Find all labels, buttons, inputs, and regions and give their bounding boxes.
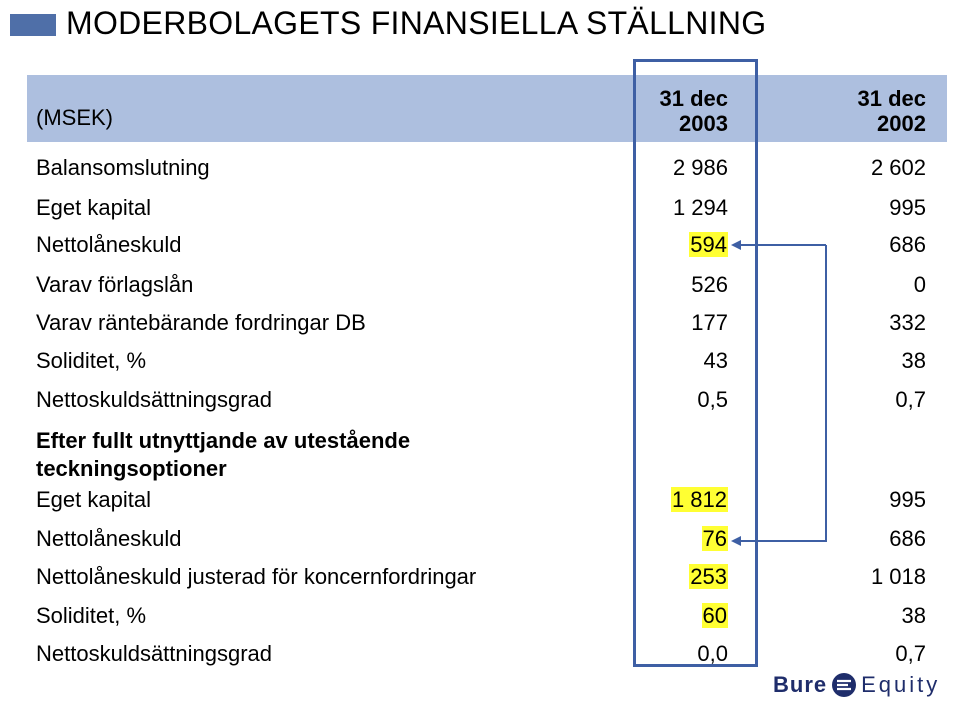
connector-line (733, 245, 826, 541)
bure-equity-logo (773, 670, 940, 700)
column-header-2003-line1: 31 dec (659, 86, 728, 111)
row-value-2003: 43 (703, 348, 728, 373)
highlighted-value: 253 (690, 564, 727, 589)
row-value-2003: 0,5 (697, 387, 728, 412)
highlighted-value: 76 (702, 526, 727, 551)
row-value-2002: 0,7 (895, 387, 926, 412)
row-value-2002: 38 (901, 603, 926, 628)
page-title: MODERBOLAGETS FINANSIELLA STÄLLNING (66, 5, 767, 41)
row-value-2002: 332 (889, 310, 926, 335)
logo-mark-icon (831, 672, 857, 698)
row-value-2002: 0 (913, 272, 926, 297)
logo-text-right: Equity (861, 672, 941, 697)
row-label: Varav förlagslån (36, 272, 194, 297)
row-label: Nettolåneskuld justerad för koncernfordringar (36, 564, 477, 589)
row-value-2002: 0,7 (895, 641, 926, 666)
row-value-2002: 38 (901, 348, 926, 373)
row-value-2003: 177 (691, 310, 728, 335)
column-header-2002-line1: 31 dec (857, 86, 926, 111)
unit-label: (MSEK) (36, 105, 113, 130)
row-value-2003: 1 294 (672, 195, 728, 220)
column-header-2002-line2: 2002 (877, 111, 926, 136)
highlighted-value: 60 (702, 603, 727, 628)
row-value-2003: 526 (691, 272, 728, 297)
row-label: Eget kapital (36, 487, 151, 512)
row-label: Nettolåneskuld (36, 232, 182, 257)
row-label: Nettolåneskuld (36, 526, 182, 551)
row-value-2002: 686 (889, 526, 926, 551)
row-label: Eget kapital (36, 195, 151, 220)
row-label: Nettoskuldsättningsgrad (36, 387, 273, 412)
row-label: Nettoskuldsättningsgrad (36, 641, 273, 666)
section-heading-line1: Efter fullt utnyttjande av utestående (36, 428, 411, 453)
row-label: Soliditet, % (36, 603, 147, 628)
row-label: Soliditet, % (36, 348, 147, 373)
row-value-2003: 2 986 (672, 155, 728, 180)
row-value-2002: 1 018 (870, 564, 926, 589)
row-value-2002: 2 602 (870, 155, 926, 180)
row-label: Balansomslutning (36, 155, 210, 180)
column-header-2003-line2: 2003 (679, 111, 728, 136)
row-value-2003: 0,0 (697, 641, 728, 666)
row-value-2002: 995 (889, 195, 926, 220)
row-value-2002: 995 (889, 487, 926, 512)
section-heading-line2: teckningsoptioner (36, 456, 227, 481)
row-label: Varav räntebärande fordringar DB (36, 310, 366, 335)
row-value-2002: 686 (889, 232, 926, 257)
highlighted-value: 1 812 (671, 487, 727, 512)
logo-text-left: Bure (773, 672, 828, 697)
highlighted-value: 594 (690, 232, 727, 257)
